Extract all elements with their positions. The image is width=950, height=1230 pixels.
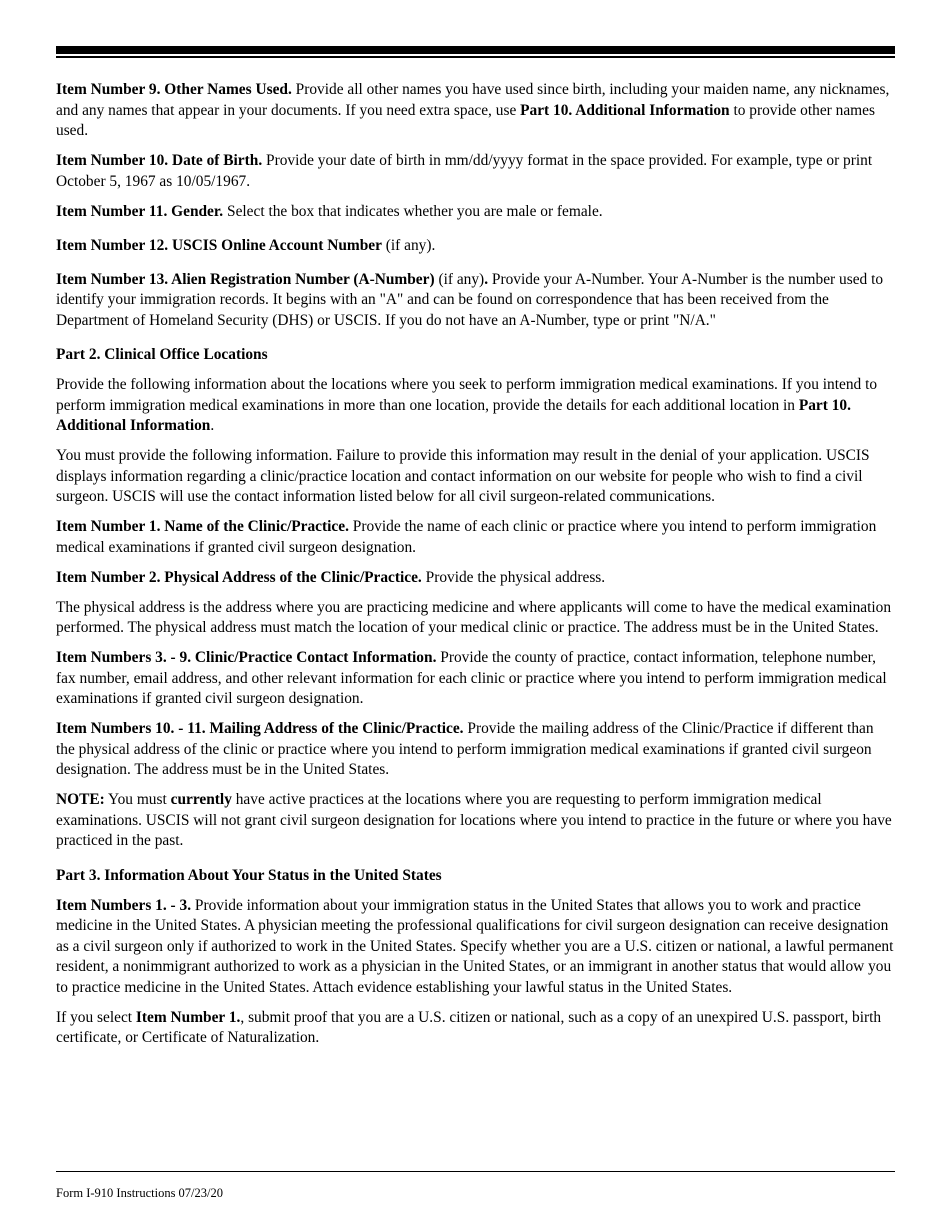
top-rule-thin bbox=[56, 56, 895, 58]
part-2-intro-end: . bbox=[210, 417, 215, 434]
footer-form-id: Form I-910 Instructions 07/23/20 bbox=[56, 1186, 224, 1200]
part-3-items-1-3-paragraph bbox=[56, 896, 895, 999]
part-2-heading: Part 2. Clinical Office Locations bbox=[56, 346, 268, 363]
part-2-items-3-9-paragraph bbox=[56, 648, 895, 710]
item-13-label: Item Number 13. Alien Registration Number (A-Number) bbox=[56, 270, 435, 288]
part-3-select-end: , submit proof that you are a U.S. citizen or national, such as a copy of an unexpired U.S. passport, birth certificate, or Certificate of Naturalization. bbox=[56, 1008, 882, 1046]
item-11-label: Item Number 11. Gender. bbox=[56, 202, 224, 220]
item-9-ref: Part 10. Additional Information bbox=[520, 101, 730, 119]
part-3-items-1-3-label: Item Numbers 1. - 3. bbox=[56, 896, 192, 914]
item-13-dot: . bbox=[484, 270, 489, 288]
part-2-must-provide: You must provide the following information. Failure to provide this information may result in the denial of your application. USCIS displays information regarding a clinic/practice location and contact information on our website for people who wish to find a civil surgeon. USCIS will use the contact information listed below for all civil surgeon-related communications. bbox=[56, 447, 870, 505]
part-3-select-paragraph bbox=[56, 1008, 895, 1049]
part-3-items-1-3-text: Provide information about your immigration status in the United States that allows you to work and practice medicine in the United States. A physician meeting the professional qualifications for civil surgeon designation can receive designation as a civil surgeon only if authorized to work in the United States. Specify whether you are a U.S. citizen or national, a lawful permanent resident, a nonimmigrant authorized to work as a physician in the United States, or an immigrant in another status that would allow you to practice medicine in the United States. Attach evidence establishing your lawful status in the United States. bbox=[56, 896, 894, 996]
item-13-mid: (if any) bbox=[434, 270, 485, 288]
part-2-intro-text: Provide the following information about the locations where you seek to perform immigration medical examinations. If you intend to perform immigration medical examinations in more than one location, provide the details for each additional location in bbox=[56, 376, 878, 414]
physical-address-paragraph: The physical address is the address where you are practicing medicine and where applicants will come to have the medical examination performed. The physical address must match the location of your medical clinic or practice. The address must be in the United States. bbox=[56, 598, 892, 636]
item-12-paragraph bbox=[56, 236, 895, 257]
part-2-intro-ref: Part 10. Additional Information bbox=[56, 396, 851, 434]
part-2-item-2-paragraph bbox=[56, 568, 895, 589]
note-bold: currently bbox=[170, 791, 232, 808]
item-9-text-after: to provide other names used. bbox=[56, 101, 875, 139]
item-9-paragraph bbox=[56, 80, 895, 142]
item-9-label: Item Number 9. Other Names Used. bbox=[56, 81, 292, 98]
item-10-label: Item Number 10. Date of Birth. bbox=[56, 152, 263, 169]
note-text-b: have active practices at the locations where you are requesting to perform immigration medical examinations. USCIS will not grant civil surgeon designation for locations where you intend to practice in the future or where you have practiced in the past. bbox=[56, 791, 892, 849]
item-10-text: Provide your date of birth in mm/dd/yyyy format in the space provided. For example, type or print October 5, 1967 as 10/05/1967. bbox=[56, 152, 873, 190]
page-content bbox=[56, 80, 895, 1058]
part-2-items-10-11-paragraph bbox=[56, 719, 895, 781]
part-2-item-1-label: Item Number 1. Name of the Clinic/Practice. bbox=[56, 518, 349, 535]
part-2-item-2-text: Provide the physical address. bbox=[421, 568, 606, 586]
part-3-select-ref: Item Number 1. bbox=[135, 1008, 241, 1026]
part-2-items-3-9-label: Item Numbers 3. - 9. Clinic/Practice Contact Information. bbox=[56, 649, 437, 666]
part-2-items-3-9-text: Provide the county of practice, contact information, telephone number, fax number, email address, and other relevant information for each clinic or practice where you intend to perform immigration medical examinations if granted civil surgeon designation. bbox=[56, 649, 887, 707]
part-2-items-10-11-text: Provide the mailing address of the Clinic/Practice if different than the physical address of the clinic or practice where you intend to perform immigration medical examinations if granted civil surgeon designation. The address must be in the United States. bbox=[56, 720, 874, 778]
item-11-text: Select the box that indicates whether you are male or female. bbox=[223, 202, 603, 220]
bottom-rule bbox=[56, 1171, 895, 1172]
part-2-items-10-11-label: Item Numbers 10. - 11. Mailing Address of the Clinic/Practice. bbox=[56, 720, 464, 737]
part-2-item-1-paragraph bbox=[56, 517, 895, 558]
item-12-text: (if any). bbox=[381, 236, 436, 254]
item-13-text: Provide your A-Number. Your A-Number is the number used to identify your immigration records. It begins with an "A" and can be found on correspondence that has been received from the Department of Homeland Security (DHS) or USCIS. If you do not have an A-Number, type or print "N/A." bbox=[56, 270, 884, 329]
item-9-text: Provide all other names you have used since birth, including your maiden name, any nicknames, and any names that appear in your documents. If you need extra space, use bbox=[56, 81, 890, 119]
part-3-select-text: If you select bbox=[56, 1008, 136, 1026]
part-2-item-1-text: Provide the name of each clinic or practice where you intend to perform immigration medical examinations if granted civil surgeon designation. bbox=[56, 518, 877, 556]
part-3-heading: Part 3. Information About Your Status in the United States bbox=[56, 866, 442, 884]
part-2-item-2-label: Item Number 2. Physical Address of the Clinic/Practice. bbox=[56, 568, 422, 586]
item-11-paragraph bbox=[56, 202, 895, 223]
note-label: NOTE: bbox=[56, 791, 105, 808]
item-12-label: Item Number 12. USCIS Online Account Number bbox=[56, 236, 382, 254]
note-paragraph bbox=[56, 790, 895, 852]
top-rule bbox=[56, 46, 895, 54]
note-text-a: You must bbox=[104, 791, 171, 808]
part-2-intro bbox=[56, 375, 895, 437]
item-10-paragraph bbox=[56, 151, 895, 192]
item-13-paragraph bbox=[56, 270, 895, 332]
